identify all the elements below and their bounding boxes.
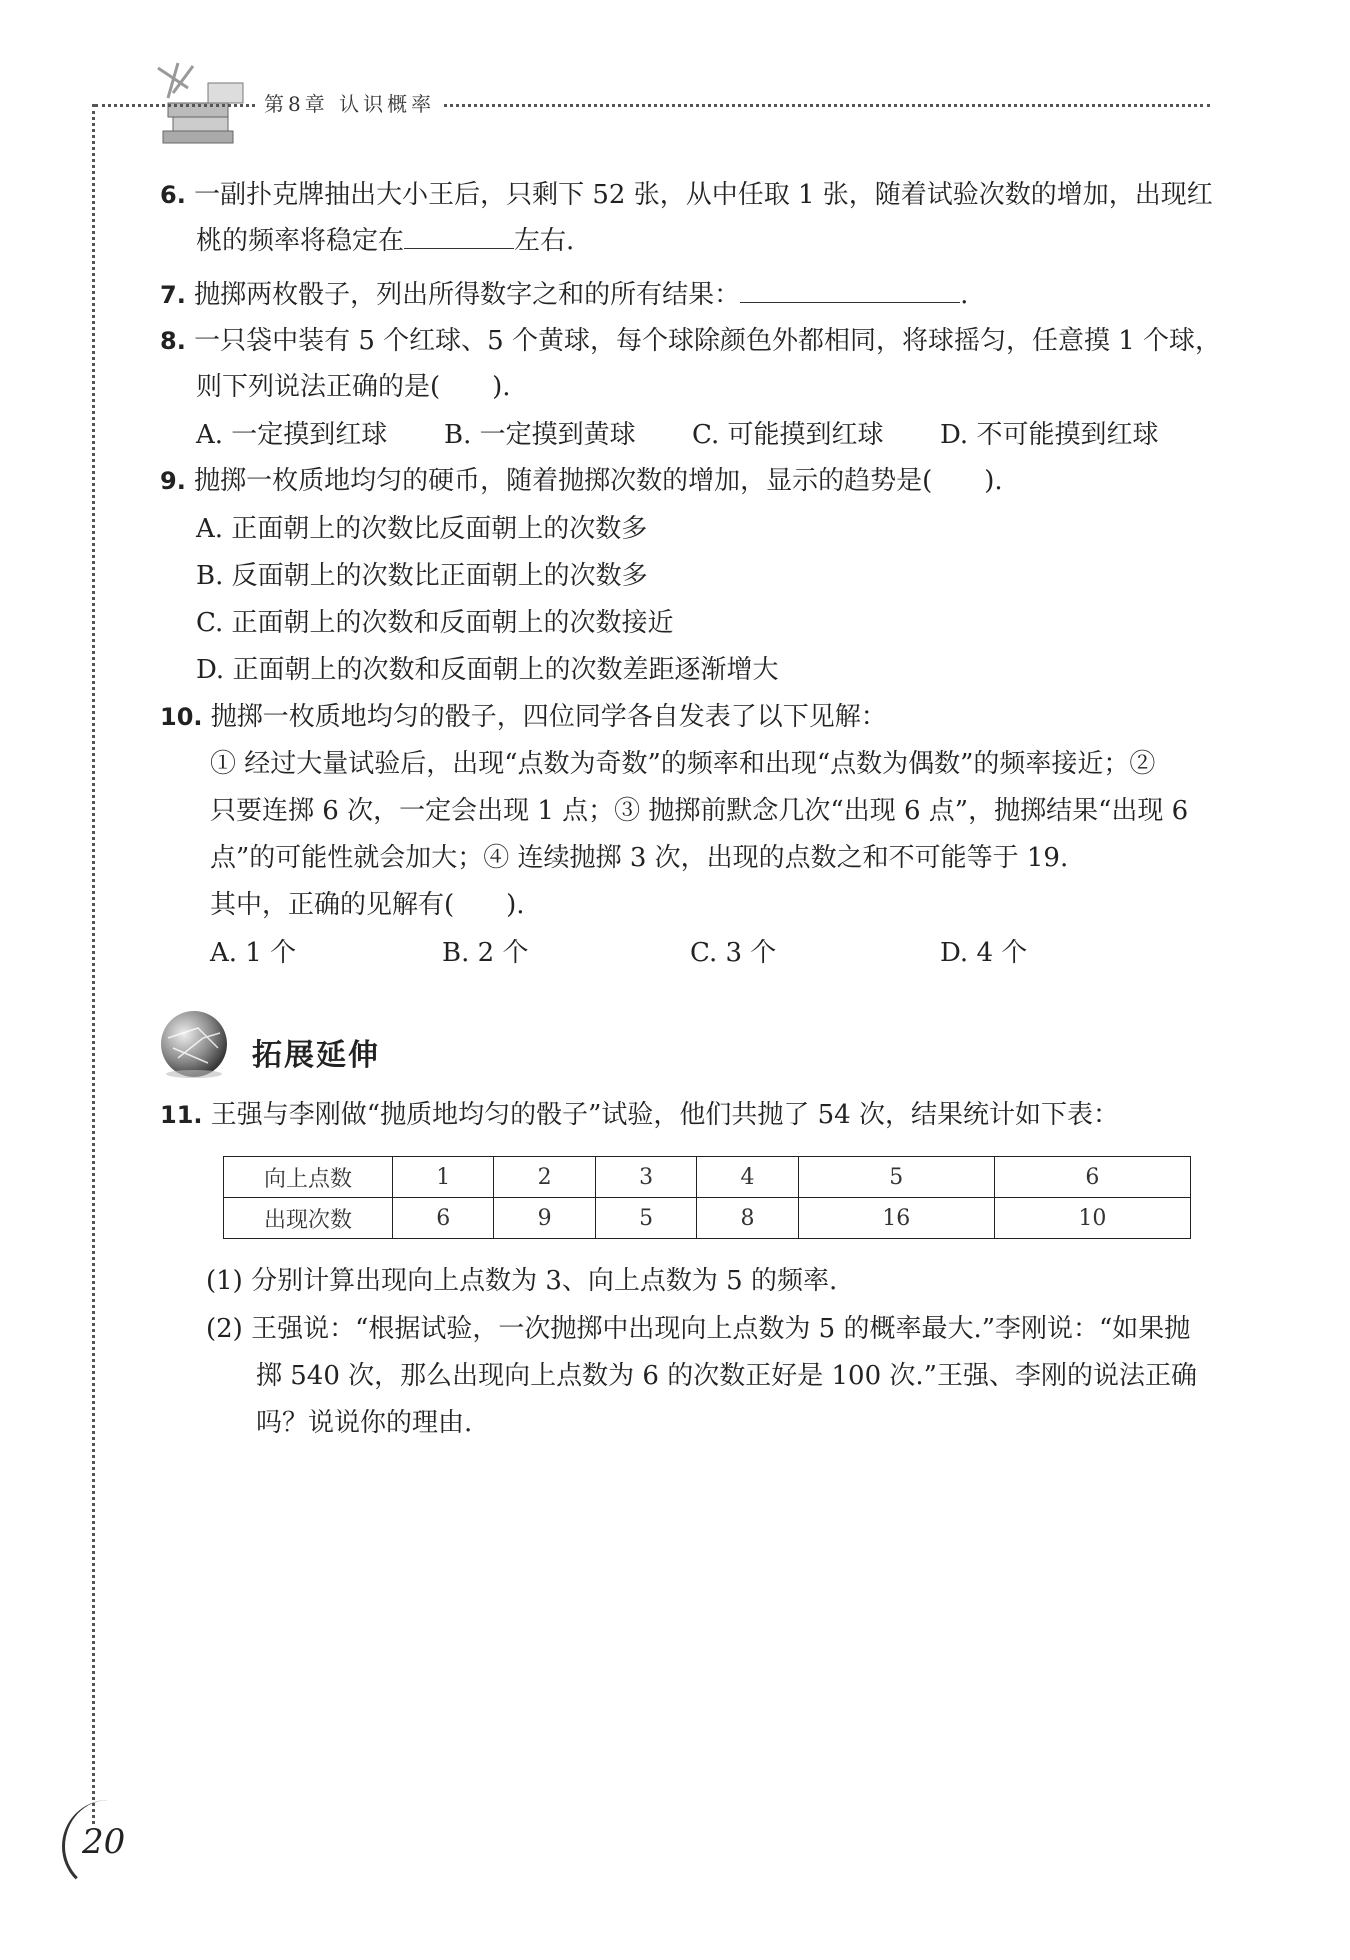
question-10-statement-line: 只要连掷 6 次，一定会出现 1 点；③ 抛掷前默念几次“出现 6 点”，抛掷结果“出现 6 — [210, 796, 1189, 826]
question-number: 11. — [160, 1101, 203, 1129]
question-text: 桃的频率将稳定在 — [196, 226, 405, 256]
question-number: 9. — [160, 467, 186, 495]
table-cell: 2 — [494, 1157, 595, 1198]
option-c[interactable]: C. 正面朝上的次数和反面朝上的次数接近 — [196, 608, 674, 638]
question-text: 抛掷两枚骰子，列出所得数字之和的所有结果： — [194, 280, 741, 310]
table-header-cell: 向上点数 — [224, 1157, 393, 1198]
globe-icon — [158, 1008, 230, 1080]
option-b[interactable]: B. 2 个 — [442, 938, 529, 968]
question-number: 8. — [160, 327, 186, 355]
table-cell: 16 — [798, 1198, 994, 1239]
chapter-logo-icon — [148, 58, 258, 148]
answer-blank[interactable] — [740, 272, 960, 303]
sub-question-2: (2) 王强说：“根据试验，一次抛掷中出现向上点数为 5 的概率最大.”李刚说：“如果抛 — [206, 1314, 1191, 1344]
question-text: 抛掷一枚质地均匀的骰子，四位同学各自发表了以下见解： — [210, 702, 887, 732]
table-cell: 4 — [697, 1157, 798, 1198]
question-8-options — [196, 412, 1196, 458]
sub-question-2-line: 吗？说说你的理由. — [256, 1408, 473, 1438]
question-10-options — [210, 930, 1210, 976]
option-d[interactable]: D. 不可能摸到红球 — [940, 420, 1159, 450]
table-cell: 1 — [393, 1157, 494, 1198]
question-text: 左右. — [514, 226, 575, 256]
margin-dotted-line — [92, 104, 95, 1824]
option-a[interactable]: A. 1 个 — [210, 938, 297, 968]
option-c[interactable]: C. 可能摸到红球 — [692, 420, 884, 450]
sub-question-1: (1) 分别计算出现向上点数为 3、向上点数为 5 的频率. — [206, 1266, 838, 1296]
page-number: 20 — [82, 1822, 126, 1862]
option-a[interactable]: A. 正面朝上的次数比反面朝上的次数多 — [196, 514, 648, 544]
table-cell: 9 — [494, 1198, 595, 1239]
question-8-line2: 则下列说法正确的是( ). — [196, 372, 511, 402]
sub-question-2-line: 掷 540 次，那么出现向上点数为 6 的次数正好是 100 次.”王强、李刚的说法正确 — [256, 1361, 1197, 1391]
chapter-title: 第8章 认识概率 — [258, 88, 441, 117]
table-cell: 10 — [994, 1198, 1190, 1239]
table-cell: 5 — [595, 1198, 696, 1239]
question-number: 6. — [160, 181, 186, 209]
question-text: . — [960, 280, 969, 310]
question-10-statement-line: 点”的可能性就会加大；④ 连续抛掷 3 次，出现的点数之和不可能等于 19. — [210, 843, 1069, 873]
table-cell: 3 — [595, 1157, 696, 1198]
table-header-cell: 出现次数 — [224, 1198, 393, 1239]
table-row — [224, 1198, 1191, 1239]
question-number: 10. — [160, 703, 203, 731]
question-7 — [160, 272, 968, 318]
question-8 — [160, 318, 1221, 364]
table-cell: 6 — [393, 1198, 494, 1239]
question-6-line2 — [196, 218, 574, 264]
question-6 — [160, 172, 1213, 218]
question-9 — [160, 458, 1003, 504]
answer-blank[interactable] — [404, 218, 514, 249]
table-cell: 6 — [994, 1157, 1190, 1198]
table-cell: 8 — [697, 1198, 798, 1239]
option-a[interactable]: A. 一定摸到红球 — [196, 420, 388, 450]
results-table — [223, 1156, 1191, 1239]
question-text: 一副扑克牌抽出大小王后，只剩下 52 张，从中任取 1 张，随着试验次数的增加，出现红 — [194, 180, 1213, 210]
section-title: 拓展延伸 — [252, 1038, 380, 1073]
question-10-prompt: 其中，正确的见解有( ). — [210, 890, 525, 920]
question-11 — [160, 1092, 1119, 1138]
option-d[interactable]: D. 4 个 — [940, 938, 1028, 968]
option-c[interactable]: C. 3 个 — [690, 938, 777, 968]
question-10 — [160, 694, 887, 740]
question-10-statement-line: ① 经过大量试验后，出现“点数为奇数”的频率和出现“点数为偶数”的频率接近；② — [210, 749, 1156, 779]
table-row — [224, 1157, 1191, 1198]
question-text: 一只袋中装有 5 个红球、5 个黄球，每个球除颜色外都相同，将球摇匀，任意摸 1 个球， — [194, 326, 1222, 356]
question-number: 7. — [160, 281, 186, 309]
table-cell: 5 — [798, 1157, 994, 1198]
option-b[interactable]: B. 反面朝上的次数比正面朝上的次数多 — [196, 561, 648, 591]
option-b[interactable]: B. 一定摸到黄球 — [444, 420, 636, 450]
question-text: 王强与李刚做“抛质地均匀的骰子”试验，他们共抛了 54 次，结果统计如下表： — [210, 1100, 1119, 1130]
option-d[interactable]: D. 正面朝上的次数和反面朝上的次数差距逐渐增大 — [196, 655, 779, 685]
question-text: 抛掷一枚质地均匀的硬币，随着抛掷次数的增加，显示的趋势是( ). — [194, 466, 1003, 496]
